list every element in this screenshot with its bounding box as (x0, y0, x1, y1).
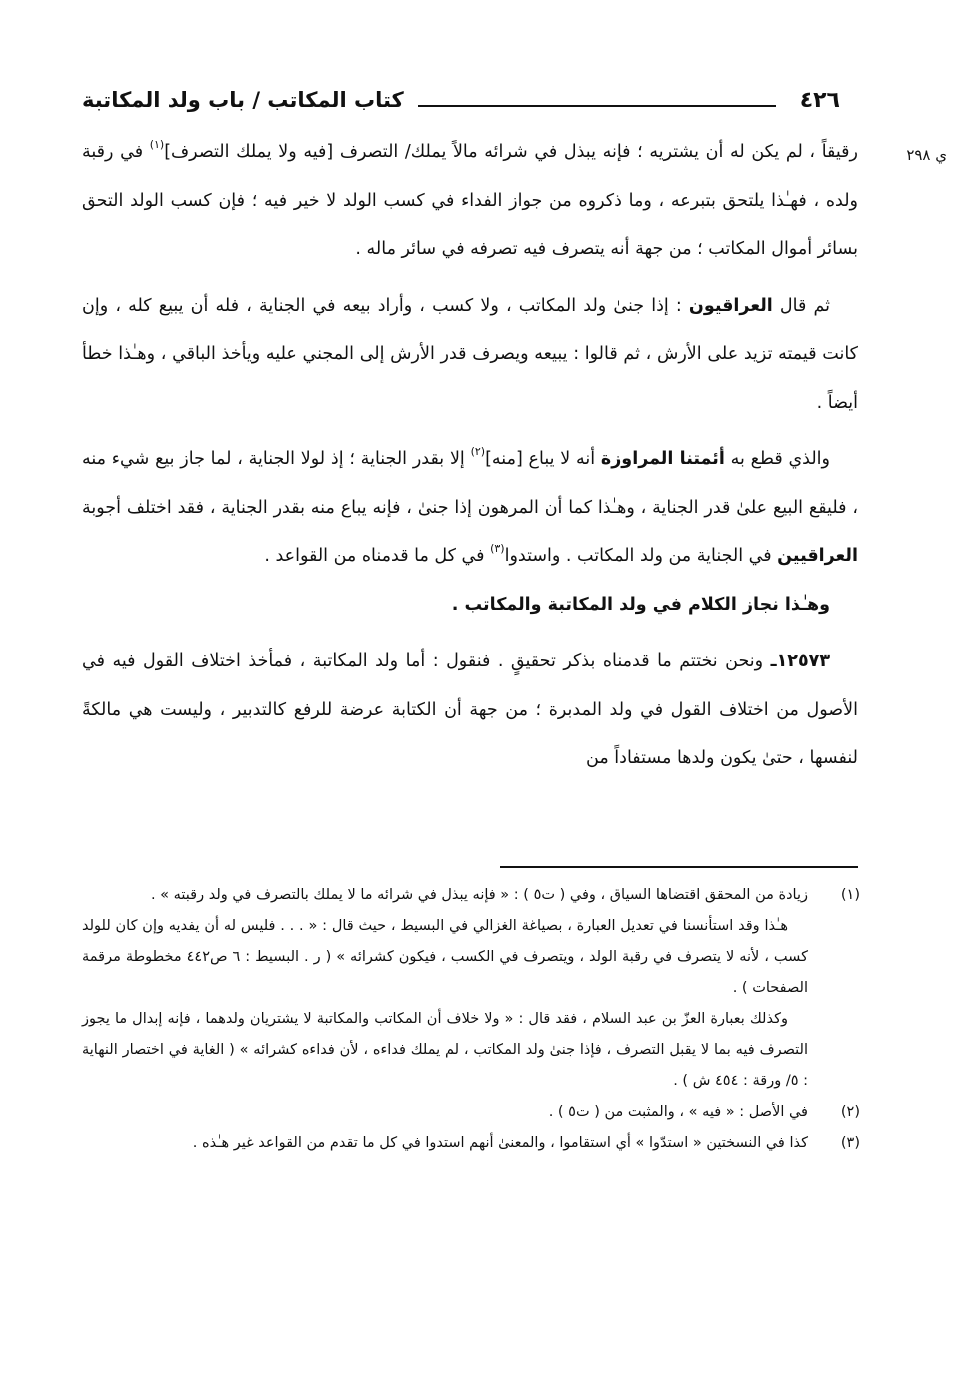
footnote-body (82, 880, 808, 1097)
footnote-text: كذا في النسختين « استدّوا » أي استقاموا ، والمعنىٰ أنهم استدوا في كل ما تقدم من القواعد غير هـٰذه . (192, 1135, 808, 1151)
paragraph-3-text-c: أنه لا يباع [منه] (485, 449, 601, 469)
footnote-number: (١) (840, 887, 860, 903)
footnote-2 (82, 1097, 860, 1128)
footnote-number: (٣) (840, 1135, 860, 1151)
paragraph-3-text-a: والذي قطع به (724, 449, 830, 469)
paragraph-3-bold-term-2: العراقيين (777, 546, 858, 566)
footnote-body (82, 1128, 808, 1159)
paragraph-5 (82, 637, 858, 783)
footnote-ref-1[interactable]: (١) (149, 138, 165, 152)
paragraph-3 (82, 435, 858, 581)
footnote-text: في الأصل : « فيه » ، والمثبت من ( ت٥ ) . (548, 1104, 808, 1120)
footnote-1 (82, 880, 860, 1097)
footnote-3 (82, 1128, 860, 1159)
paragraph-4-bold-text: وهـٰذا نجاز الكلام في ولد المكاتبة والمكاتب . (451, 594, 830, 615)
paragraph-1-text-b: في رقبة ولده ، فهـٰذا يلتحق بتبرعه ، وما ذكروه من جواز الفداء في كسب الولد لا خير فيه ؛ فإن كسب الولد التحق بسائر أموال المكاتب ؛ من جهة أنه يتصرف فيه تصرفه في سائر ماله . (82, 142, 858, 259)
header-rule (418, 105, 776, 107)
paragraph-2-text-a: ثم قال (772, 295, 830, 316)
running-header (82, 82, 840, 118)
footnotes (82, 880, 860, 1159)
header-title: كتاب المكاتب / باب ولد المكاتبة (82, 88, 404, 112)
paragraph-2-text-c: : إذا جنىٰ ولد المكاتب ، ولا كسب ، وأراد بيعه في الجناية ، فله أن يبيع كله ، وإن كانت قيمته تزيد على الأرش ، ثم قالوا : يبيعه ويصرف قدر الأرش إلى المجني عليه ويأخذ الباقي ، وهـٰذا خطأ أيضاً . (82, 295, 858, 413)
paragraph-5-text: ونحن نختتم ما قدمناه بذكر تحقيقٍ . فنقول : أما ولد المكاتبة ، فمأخذ اختلاف القول فيه في الأصول من اختلاف القول في ولد المدبرة ؛ من جهة أن الكتابة عرضة للرفع كالتدبير ، وليست هي مالكةً لنفسها ، حتىٰ يكون ولدها مستفاداً من (82, 651, 858, 768)
paragraph-4 (82, 581, 858, 630)
footnote-ref-2[interactable]: (٢) (470, 445, 486, 459)
paragraph-2 (82, 282, 858, 428)
footnote-separator (500, 866, 858, 868)
page-number: ٤٢٦ (799, 87, 840, 113)
paragraph-3-text-f: في الجناية من ولد المكاتب . واستدوا (504, 546, 778, 566)
paragraph-3-bold-term-1: أئمتنا المراوزة (600, 449, 725, 469)
footnote-text: زيادة من المحقق اقتضاها السياق ، وفي ( ت٥ ) : « فإنه يبذل في شرائه ما لا يملك بالتصرف في ولد رقبته » . (150, 887, 808, 903)
manuscript-folio-reference: ي ٢٩٨ (906, 146, 947, 164)
main-text (82, 128, 858, 783)
paragraph-3-text-g: في كل ما قدمناه من القواعد . (264, 546, 491, 566)
paragraph-2-bold-term: العراقيون (688, 295, 773, 316)
footnote-ref-3[interactable]: (٣) (490, 542, 505, 556)
footnote-body (82, 1097, 808, 1128)
paragraph-1-text-a: رقيقاً ، لم يكن له أن يشتريه ؛ فإنه يبذل في شرائه مالاً يملك/ التصرف [فيه ولا يملك التصرف] (164, 142, 858, 162)
footnote-text: وكذلك بعبارة العزّ بن عبد السلام ، فقد قال : « ولا خلاف أن المكاتب والمكاتبة لا يشتريان ولدهما ، فإنه إبدال ما يجوز التصرف فيه بما لا يقبل التصرف ، فإذا جنىٰ ولد المكاتب ، لم يملك فداءه ، لأن فداءه كشرائه » ( الغاية في اختصار النهاية : ٥/ ورقة : ٤٥٤ ش ) . (82, 1011, 808, 1089)
paragraph-number: ١٢٥٧٣ـ (770, 651, 830, 671)
footnote-number: (٢) (840, 1104, 860, 1120)
paragraph-3-text-d: إلا بقدر الجناية ؛ إذ لولا الجناية ، لما جاز بيع شيء منه ، فليقع البيع علىٰ قدر الجناية ، وهـٰذا كما أن المرهون إذا جنىٰ ، فإنه يباع منه بقدر الجناية ، فقد اختلف أجوبة (82, 449, 858, 518)
paragraph-1 (82, 128, 858, 274)
footnote-text: هـٰذا وقد استأنسنا في تعديل العبارة ، بصياغة الغزالي في البسيط ، حيث قال : « . . . فليس له أن يفديه وإن كان للولد كسب ، لأنه لا يتصرف في رقبة الولد ، ويتصرف في الكسب ، فيكون كشرائه » ( ر . البسيط : ٦ ص٤٤٢ مخطوطة مرقمة الصفحات ) . (82, 918, 809, 996)
